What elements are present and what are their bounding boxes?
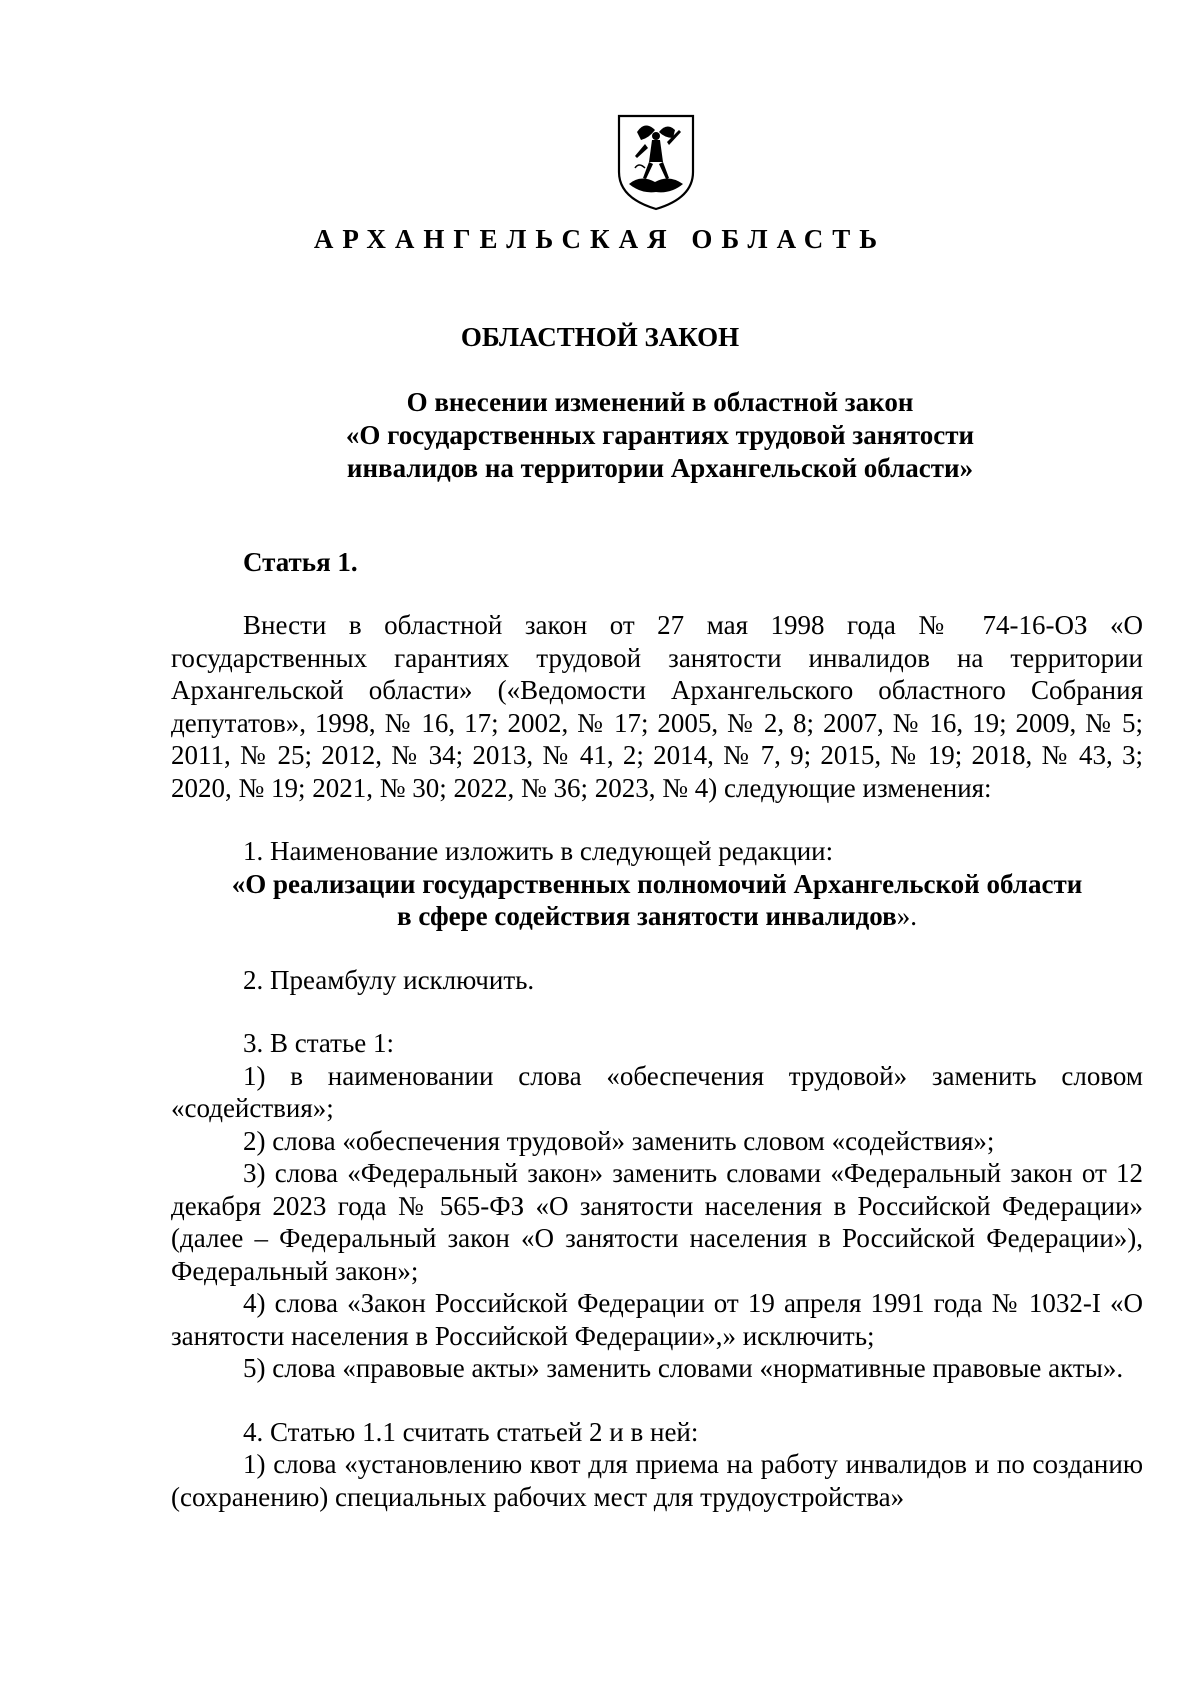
new-title-end: ».: [896, 901, 917, 931]
law-title-line: инвалидов на территории Архангельской области»: [346, 453, 974, 483]
law-title-line: «О государственных гарантиях трудовой занятости: [345, 420, 975, 450]
new-title-text: в сфере содействия занятости инвалидов: [397, 901, 897, 931]
law-title-line: О внесении изменений в областной закон: [406, 387, 914, 417]
article-heading: Статья 1.: [243, 547, 358, 577]
item-3-subitem: 3) слова «Федеральный закон» заменить словами «Федеральный закон от 12 декабря 2023 года № 565-ФЗ «О занятости населения в Российской Федерации» (далее – Федеральный закон «О занятости населения в Российской Федерации»), Федеральный закон»;: [171, 1158, 1143, 1286]
item-3-subitem: 2) слова «обеспечения трудовой» заменить словом «содействия»;: [243, 1125, 995, 1156]
law-title: [170, 386, 1150, 485]
item-3-subitem: 4) слова «Закон Российской Федерации от 19 апреля 1991 года № 1032-I «О занятости населения в Российской Федерации»,» исключить;: [171, 1288, 1143, 1351]
item-3-subitem: 5) слова «правовые акты» заменить словами «нормативные правовые акты».: [243, 1353, 1124, 1383]
document-type: ОБЛАСТНОЙ ЗАКОН: [460, 322, 740, 352]
item-3-subitem: 1) в наименовании слова «обеспечения трудовой» заменить словом «содействия»;: [171, 1060, 1143, 1123]
coat-of-arms-icon: [615, 112, 697, 212]
new-title-line: «О реализации государственных полномочий Архангельской области: [231, 868, 1083, 899]
new-title-line-2: [171, 900, 1143, 933]
item-4: 4. Статью 1.1 считать статьей 2 и в ней:: [243, 1416, 699, 1447]
item-3: 3. В статье 1:: [243, 1028, 395, 1058]
item-1: 1. Наименование изложить в следующей редакции:: [243, 836, 834, 866]
item-2: 2. Преамбулу исключить.: [243, 964, 535, 995]
region-title: АРХАНГЕЛЬСКАЯ ОБЛАСТЬ: [313, 224, 887, 254]
article-intro: Внести в областной закон от 27 мая 1998 года № 74-16-ОЗ «О государственных гарантиях трудовой занятости инвалидов на территории Архангельской области» («Ведомости Архангельского областного Собрания депутатов», 1998, № 16, 17; 2002, № 17; 2005, № 2, 8; 2007, № 16, 19; 2009, № 5; 2011, № 25; 2012, № 34; 2013, № 41, 2; 2014, № 7, 9; 2015, № 19; 2018, № 43, 3; 2020, № 19; 2021, № 30; 2022, № 36; 2023, № 4) следующие изменения:: [171, 610, 1143, 803]
article-body: [171, 609, 1143, 1513]
item-4-subitem: 1) слова «установлению квот для приема на работу инвалидов и по созданию (сохранению) специальных рабочих мест для трудоустройства»: [171, 1449, 1143, 1512]
